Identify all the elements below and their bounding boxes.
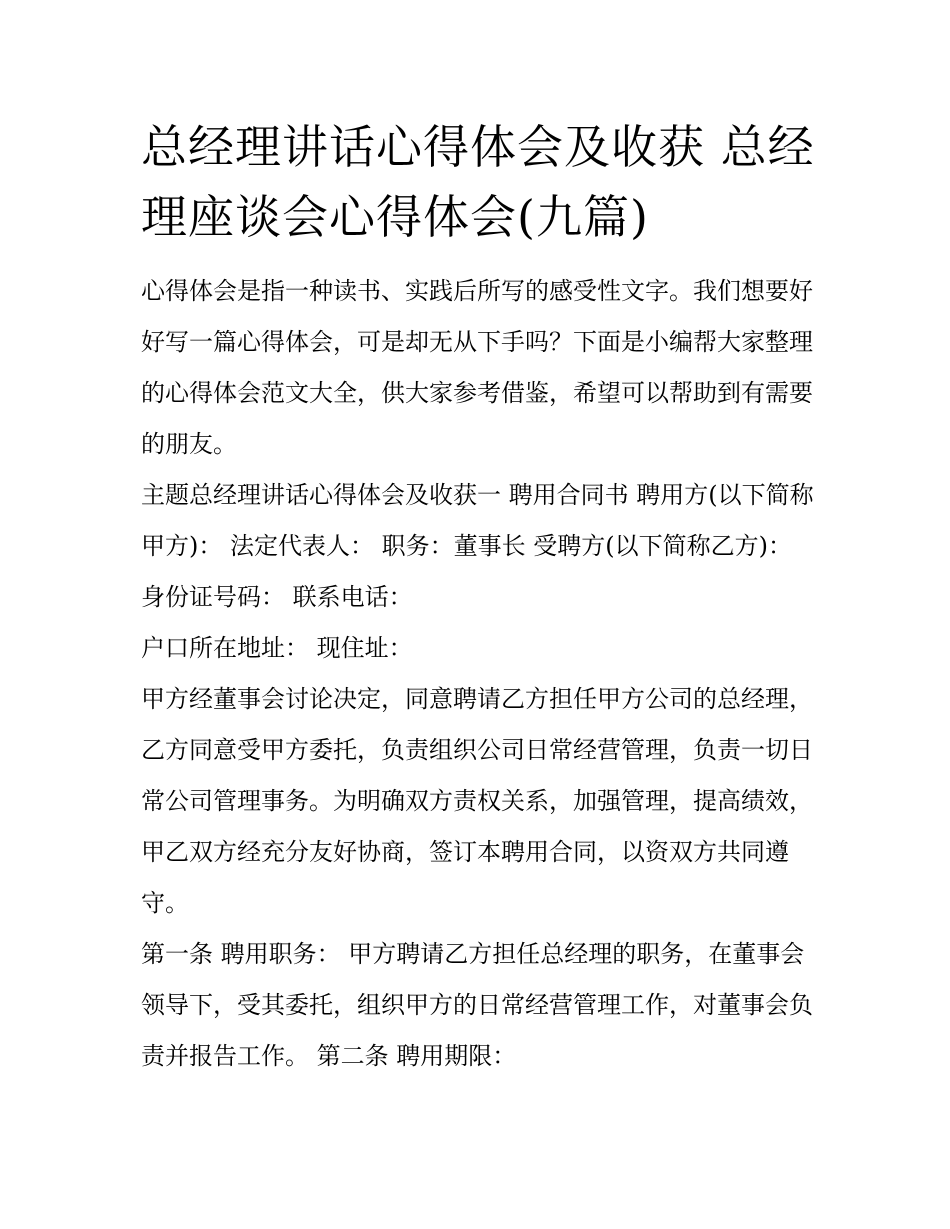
paragraph-intro: 心得体会是指一种读书、实践后所写的感受性文字。我们想要好好写一篇心得体会，可是却无从下手吗？下面是小编帮大家整理的心得体会范文大全，供大家参考借鉴，希望可以帮助到有需要的朋友。 <box>141 277 813 458</box>
paragraph-article-one: 第一条 聘用职务： 甲方聘请乙方担任总经理的职务，在董事会领导下，受其委托，组织甲方的日常经营管理工作，对董事会负责并报告工作。 第二条 聘用期限： <box>141 940 813 1070</box>
document-title: 总经理讲话心得体会及收获 总经理座谈会心得体会(九篇) <box>141 120 815 244</box>
paragraph-address: 户口所在地址： 现住址： <box>141 634 413 662</box>
paragraph-agreement: 甲方经董事会讨论决定，同意聘请乙方担任甲方公司的总经理，乙方同意受甲方委托，负责组织公司日常经营管理，负责一切日常公司管理事务。为明确双方责权关系，加强管理，提高绩效，甲乙双方经充分友好协商，签订本聘用合同，以资双方共同遵守。 <box>141 685 813 917</box>
paragraph-contract-header: 主题总经理讲话心得体会及收获一 聘用合同书 聘用方(以下简称甲方)： 法定代表人： 职务：董事长 受聘方(以下简称乙方)： 身份证号码： 联系电话： <box>141 481 814 611</box>
